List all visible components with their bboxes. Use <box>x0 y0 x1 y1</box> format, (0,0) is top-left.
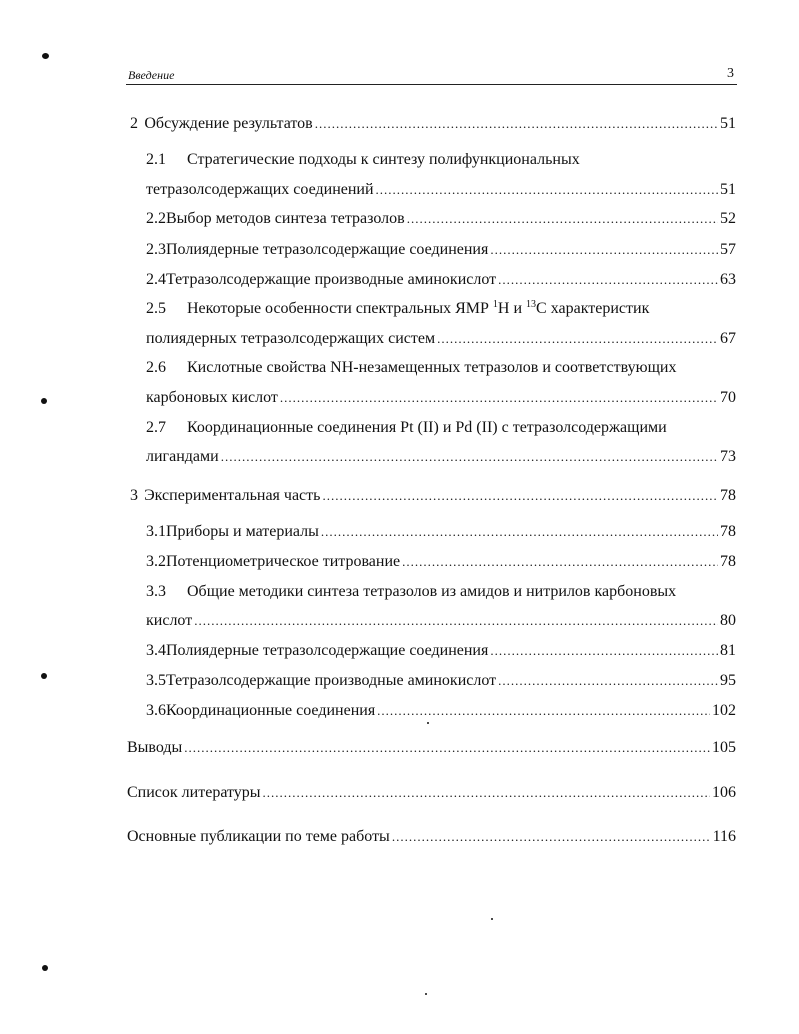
toc-num: 2.1 <box>146 151 166 168</box>
toc-title-cont: тетразолсодержащих соединений <box>146 181 374 198</box>
toc-title: Полиядерные тетразолсодержащие соединения <box>166 642 489 659</box>
dot-leader <box>322 486 718 506</box>
toc-entry-references <box>127 783 736 803</box>
toc-num: 2.6 <box>146 359 166 376</box>
scan-speck <box>425 993 427 995</box>
toc-page: 80 <box>720 612 736 629</box>
toc-title: Приборы и материалы <box>166 523 319 540</box>
toc-title-cont: карбоновых кислот <box>146 389 278 406</box>
toc-page: 102 <box>712 702 736 719</box>
scan-speck <box>41 673 47 679</box>
header-section-title: Введение <box>128 68 175 82</box>
toc-num: 2.7 <box>146 419 166 436</box>
scan-speck <box>427 722 429 724</box>
toc-page: 51 <box>720 181 736 198</box>
toc-entry-3-1 <box>146 522 736 542</box>
toc-title: Координационные соединения <box>166 702 376 719</box>
superscript: 13 <box>526 299 537 310</box>
toc-num: 2.4 <box>146 271 166 288</box>
dot-leader <box>437 329 718 349</box>
toc-page: 73 <box>720 448 736 465</box>
dot-leader <box>321 522 718 542</box>
dot-leader <box>184 738 710 758</box>
toc-title-part: Некоторые особенности спектральных ЯМР <box>187 300 493 317</box>
toc-title: Экспериментальная часть <box>144 487 321 504</box>
toc-entry-ch2 <box>130 114 736 134</box>
toc-entry-3-5 <box>146 671 736 691</box>
toc-entry-2-1-line2 <box>146 180 736 200</box>
dot-leader <box>315 114 718 134</box>
dot-leader <box>194 611 718 631</box>
toc-title: Тетразолсодержащие производные аминокислот <box>166 271 497 288</box>
toc-num: 3.3 <box>146 583 166 600</box>
toc-title: Тетразолсодержащие производные аминокислот <box>166 672 497 689</box>
toc-entry-3-3-line2 <box>146 611 736 631</box>
superscript: 1 <box>492 299 498 310</box>
toc-entry-2-7-line1 <box>146 418 736 438</box>
toc-entry-2-3 <box>146 240 736 260</box>
toc-title-cont: полиядерных тетразолсодержащих систем <box>146 330 436 347</box>
toc-entry-2-6-line2 <box>146 388 736 408</box>
toc-num: 3.5 <box>146 672 166 689</box>
scan-speck <box>41 398 47 404</box>
toc-entry-2-5-line2 <box>146 329 736 349</box>
toc-num: 2 <box>130 115 138 132</box>
toc-num: 3.1 <box>146 523 166 540</box>
toc-title: Стратегические подходы к синтезу полифункциональных <box>187 151 580 168</box>
dot-leader <box>221 447 718 467</box>
toc-page: 51 <box>720 115 736 132</box>
toc-entry-2-7-line2 <box>146 447 736 467</box>
dot-leader <box>402 552 718 572</box>
dot-leader <box>377 701 710 721</box>
toc-title: Общие методики синтеза тетразолов из амидов и нитрилов карбоновых <box>187 583 677 600</box>
toc-num: 3 <box>130 487 138 504</box>
toc-num: 3.2 <box>146 553 166 570</box>
dot-leader <box>407 209 718 229</box>
toc-page: 78 <box>720 487 736 504</box>
toc-title-part: С характеристик <box>536 300 650 317</box>
toc-page: 67 <box>720 330 736 347</box>
toc-page: 105 <box>712 739 736 756</box>
toc-title: Выбор методов синтеза тетразолов <box>166 210 405 227</box>
toc-page: 78 <box>720 523 736 540</box>
toc-title: Потенциометрическое титрование <box>166 553 401 570</box>
toc-page: 78 <box>720 553 736 570</box>
toc-title: Обсуждение результатов <box>144 115 313 132</box>
toc-entry-publications <box>127 827 736 847</box>
toc-num: 2.5 <box>146 300 166 317</box>
toc-num: 2.2 <box>146 210 166 227</box>
toc-page: 52 <box>720 210 736 227</box>
toc-page: 63 <box>720 271 736 288</box>
scan-speck <box>491 918 493 920</box>
toc-title: Выводы <box>127 739 183 756</box>
toc-title: Полиядерные тетразолсодержащие соединения <box>166 241 489 258</box>
toc-num: 3.6 <box>146 702 166 719</box>
toc-entry-3-4 <box>146 641 736 661</box>
dot-leader <box>392 827 711 847</box>
toc-num: 3.4 <box>146 642 166 659</box>
toc-entry-3-2 <box>146 552 736 572</box>
toc-title: Основные публикации по теме работы <box>127 828 390 845</box>
dot-leader <box>490 240 718 260</box>
running-header <box>126 66 737 85</box>
toc-page: 70 <box>720 389 736 406</box>
dot-leader <box>376 180 718 200</box>
toc-entry-conclusions <box>127 738 736 758</box>
toc-entry-3-6 <box>146 701 736 721</box>
toc-title: Список литературы <box>127 784 261 801</box>
dot-leader <box>498 270 718 290</box>
toc-entry-2-2 <box>146 209 736 229</box>
toc-num: 2.3 <box>146 241 166 258</box>
toc-title-part: Н и <box>497 300 527 317</box>
dot-leader <box>280 388 718 408</box>
toc-entry-2-1-line1 <box>146 150 736 170</box>
dot-leader <box>490 641 718 661</box>
scan-speck <box>42 965 48 971</box>
toc-entry-2-5-line1 <box>146 299 736 319</box>
toc-page: 95 <box>720 672 736 689</box>
toc-page: 106 <box>712 784 736 801</box>
toc-page: 116 <box>712 828 736 845</box>
dot-leader <box>263 783 710 803</box>
toc-title-cont: кислот <box>146 612 193 629</box>
header-page-number: 3 <box>727 66 734 81</box>
toc-title: Координационные соединения Pt (II) и Pd (II) с тетразолсодержащими <box>187 419 667 436</box>
toc-entry-2-6-line1 <box>146 358 736 378</box>
scan-speck <box>42 53 49 59</box>
toc-entry-3-3-line1 <box>146 582 736 602</box>
toc-page: 81 <box>720 642 736 659</box>
toc-entry-2-4 <box>146 270 736 290</box>
toc-title-cont: лигандами <box>146 448 219 465</box>
toc-entry-ch3 <box>130 486 736 506</box>
toc-page: 57 <box>720 241 736 258</box>
toc-title: Кислотные свойства NH-незамещенных тетразолов и соответствующих <box>187 359 677 376</box>
dot-leader <box>498 671 718 691</box>
